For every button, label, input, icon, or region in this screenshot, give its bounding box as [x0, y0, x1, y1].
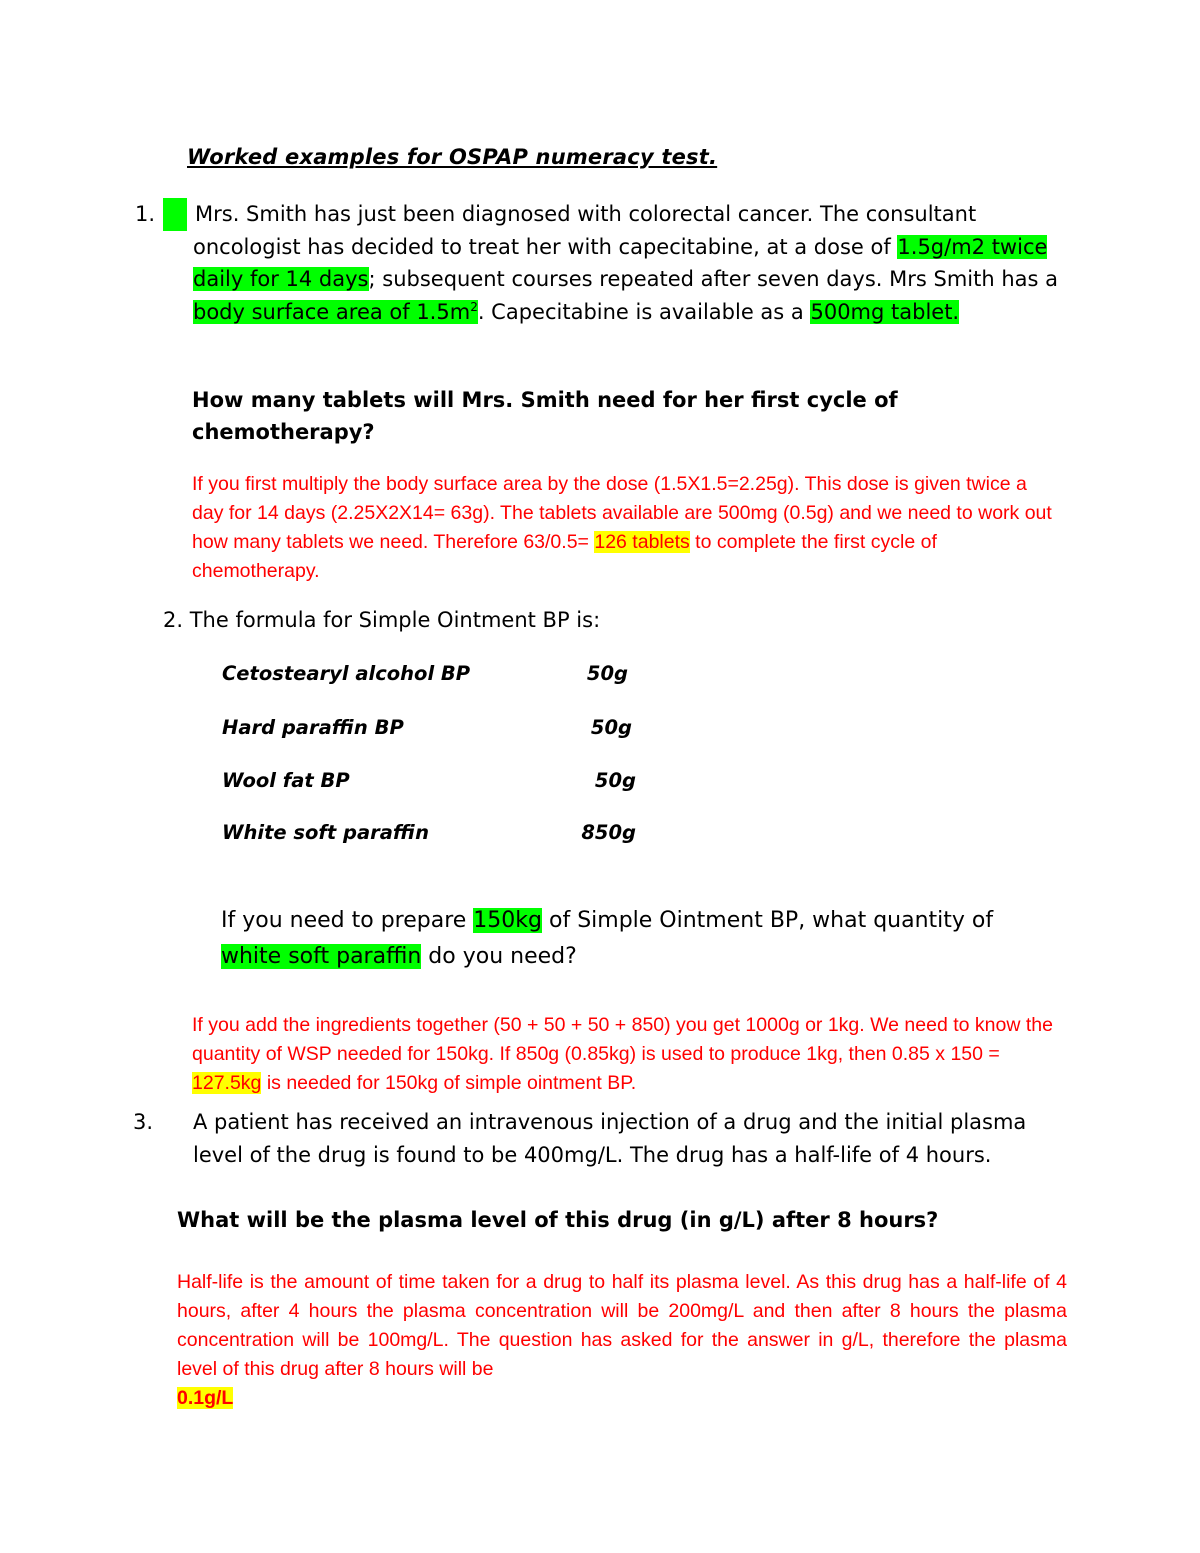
question-1-answer-text-b: to complete the first cycle of chemotherapy. — [192, 531, 937, 582]
question-2-question — [221, 903, 1041, 975]
question-1-text-c: . Capecitabine is available as a — [477, 299, 811, 324]
question-1-answer-highlight: 126 tablets — [594, 531, 690, 553]
ingredient-qty: 50g — [586, 662, 628, 685]
question-1-answer — [192, 470, 1062, 586]
question-1-bsa-highlight — [193, 300, 478, 324]
question-2-answer-text-b: is needed for 150kg of simple ointment BP. — [261, 1072, 637, 1094]
ingredient-row — [222, 821, 662, 844]
question-1-number: 1. — [163, 198, 187, 231]
question-2-ingredient-highlight: white soft paraffin — [221, 944, 422, 969]
question-2-answer — [192, 1011, 1072, 1098]
question-3-text: A patient has received an intravenous injection of a drug and the initial plasma level of the drug is found to be 400mg/L. The drug has a half-life of 4 hours. — [193, 1110, 1027, 1167]
question-2-number: 2. — [163, 608, 184, 632]
ingredient-name: White soft paraffin — [222, 821, 429, 844]
ingredient-name: Hard paraffin BP — [222, 716, 404, 739]
question-2-intro-text: The formula for Simple Ointment BP is: — [189, 608, 601, 632]
question-2-question-text-a: If you need to prepare — [221, 908, 474, 933]
question-2-answer-text-a: If you add the ingredients together (50 + 50 + 50 + 850) you get 1000g or 1kg. We need to know the quantity of WSP needed for 150kg. If 850g (0.85kg) is used to produce 1kg, then 0.85 x 150 = — [192, 1014, 1053, 1065]
question-1-question: How many tablets will Mrs. Smith need for her first cycle of chemotherapy? — [192, 388, 898, 444]
question-2-amount-highlight: 150kg — [473, 908, 542, 933]
ingredient-qty: 50g — [594, 769, 636, 792]
question-3-question: What will be the plasma level of this drug (in g/L) after 8 hours? — [177, 1208, 939, 1232]
question-2-question-text-c: do you need? — [421, 944, 577, 969]
ingredient-row — [222, 662, 662, 685]
question-1-text-b: ; subsequent courses repeated after seven days. Mrs Smith has a — [368, 267, 1058, 291]
question-3 — [133, 1106, 1073, 1171]
question-2-question-text-b: of Simple Ointment BP, what quantity of — [542, 908, 994, 933]
question-2-answer-highlight: 127.5kg — [192, 1072, 262, 1094]
question-3-number: 3. — [133, 1110, 154, 1134]
question-1-dose-highlight: 1.5g/m2 twice daily for 14 days — [193, 234, 1048, 291]
question-1-bsa-text: body surface area of 1.5m — [193, 299, 471, 324]
question-3-answer-text: Half-life is the amount of time taken for a drug to half its plasma level. As this drug has a half-life of 4 hours, after 4 hours the plasma concentration will be 200mg/L and then after 8 hours the plasma concentration will be 100mg/L. The question has asked for the answer in g/L, therefore the plasma level of this drug after 8 hours will be — [177, 1271, 1067, 1380]
ingredient-name: Wool fat BP — [222, 769, 350, 792]
question-1-tablet-highlight: 500mg tablet. — [810, 299, 960, 324]
question-1-text-a: Mrs. Smith has just been diagnosed with colorectal cancer. The consultant oncologist has decided to treat her with capecitabine, at a dose of — [193, 202, 977, 259]
question-1-answer-text-a: If you first multiply the body surface area by the dose (1.5X1.5=2.25g). This dose is given twice a day for 14 days (2.25X2X14= 63g). The tablets available are 500mg (0.5g) and we need to work out how many tablets we need. Therefore 63/0.5= — [192, 473, 1052, 553]
question-3-answer-highlight: 0.1g/L — [177, 1387, 234, 1409]
question-1 — [135, 198, 1063, 328]
question-2-intro — [163, 608, 600, 632]
ingredient-row — [222, 716, 662, 739]
ingredient-qty: 850g — [581, 821, 636, 844]
ingredient-qty: 50g — [590, 716, 632, 739]
question-1-bsa-superscript: 2 — [470, 299, 478, 314]
question-3-answer — [177, 1268, 1067, 1413]
page-title: Worked examples for OSPAP numeracy test. — [187, 145, 718, 169]
ingredient-row — [222, 769, 662, 792]
ingredient-name: Cetostearyl alcohol BP — [222, 662, 471, 685]
